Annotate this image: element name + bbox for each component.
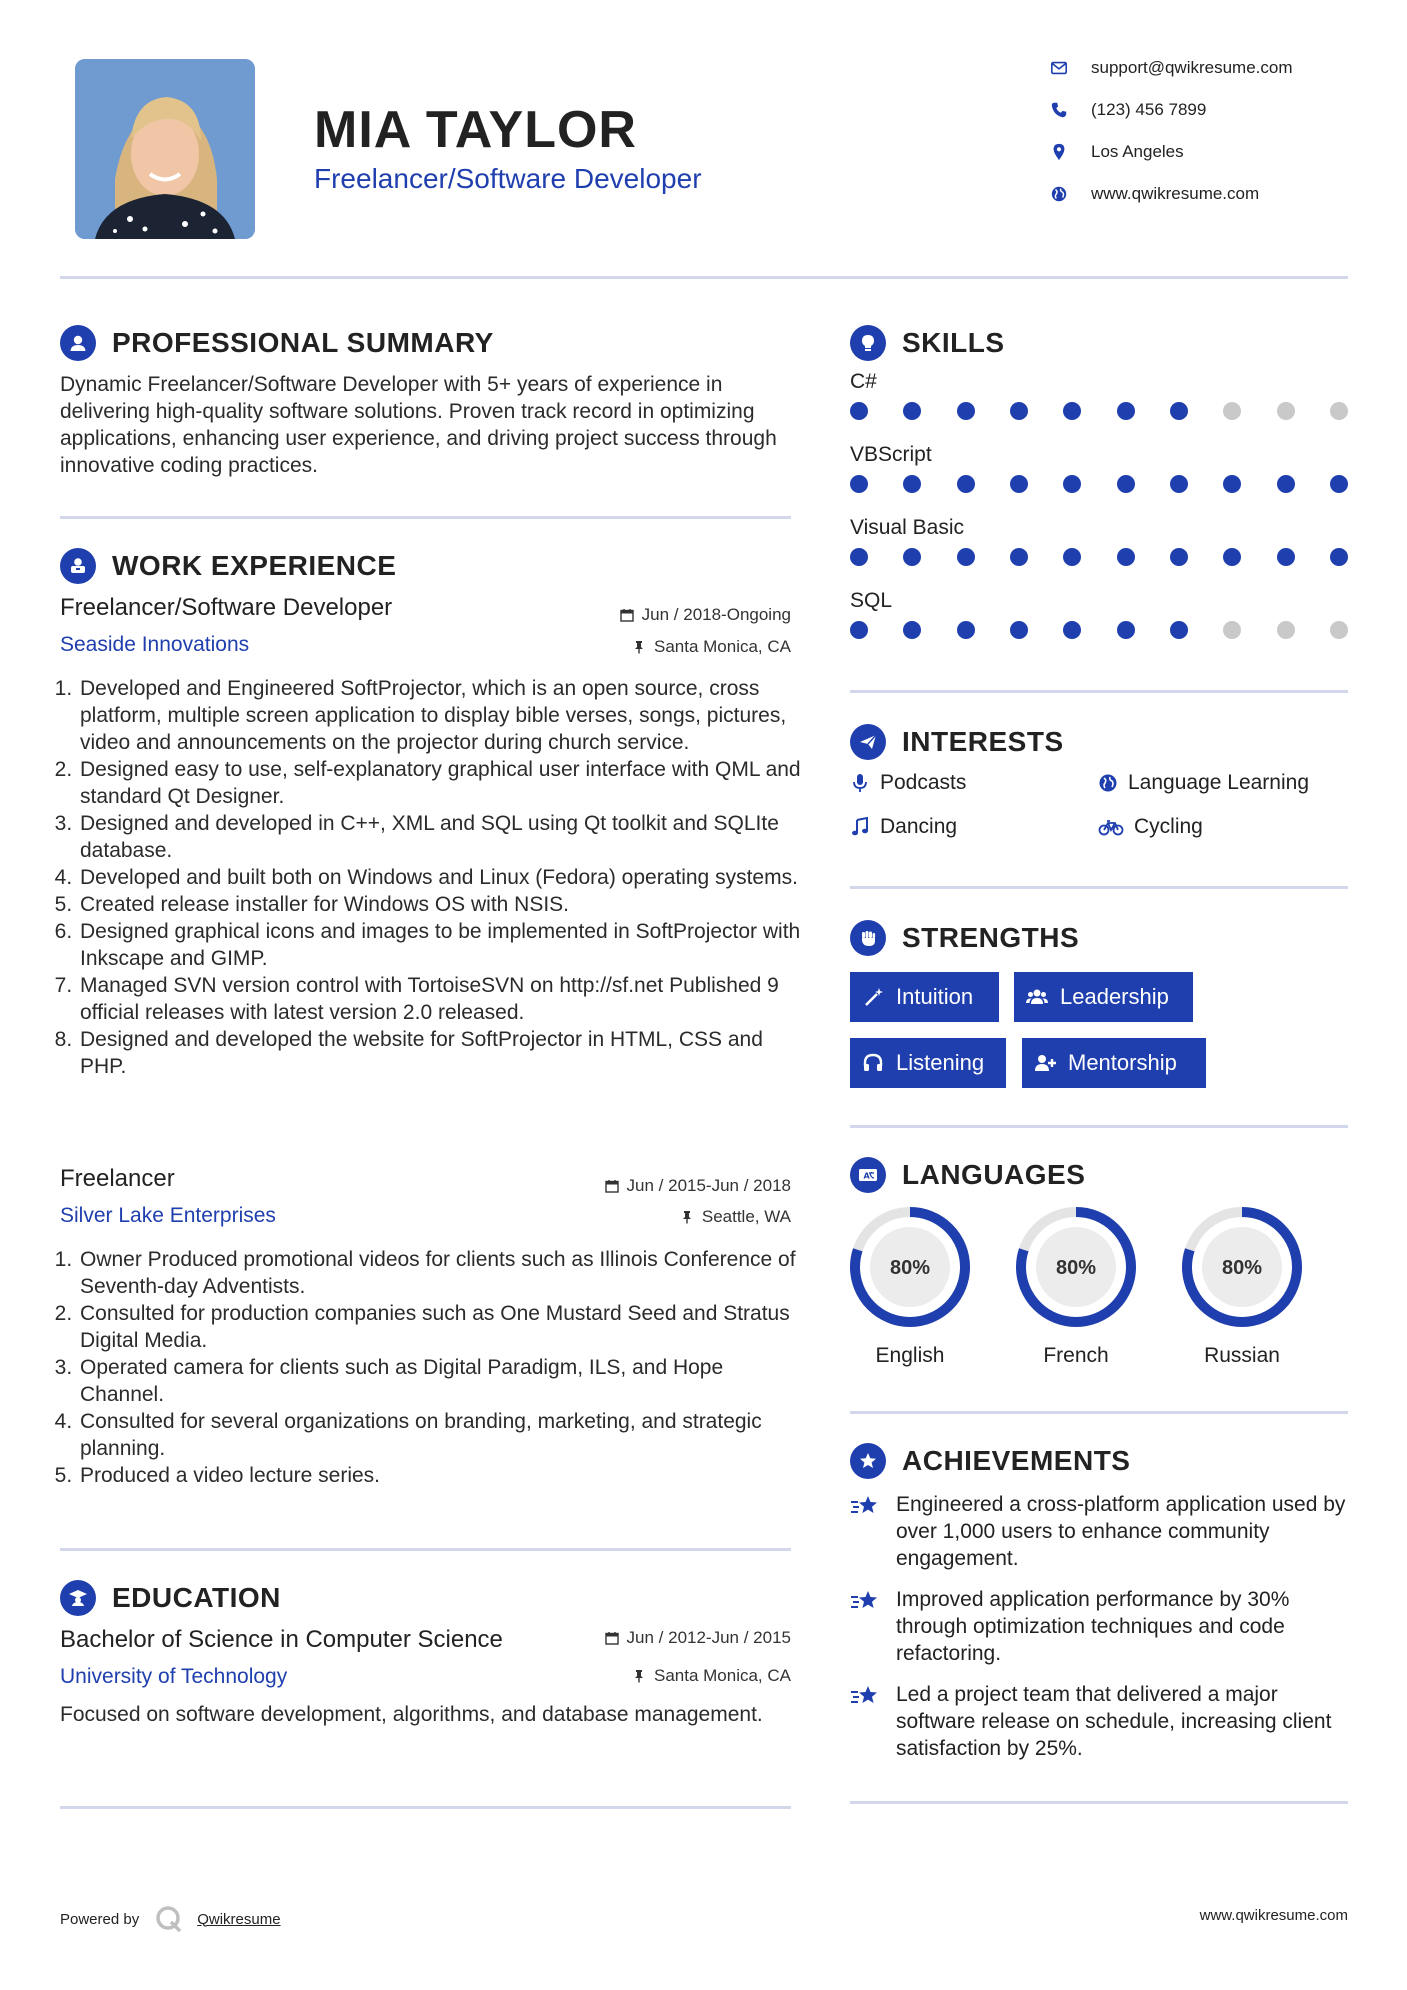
achievements-heading-text: ACHIEVEMENTS — [902, 1445, 1131, 1476]
pin-icon — [632, 640, 646, 654]
brand-link[interactable]: Qwikresume — [197, 1910, 281, 1928]
job-location — [480, 1207, 791, 1227]
shooting-star-icon — [850, 1493, 882, 1519]
list-item: 7. Managed SVN version control with TortoiseSVN on http://sf.net Published 9 official releases with latest version 2.0 released. — [78, 972, 813, 1026]
languages-divider — [850, 1411, 1348, 1414]
skill-dot-filled — [903, 402, 921, 420]
job-duties — [60, 675, 813, 1080]
skill-dot-filled — [1223, 548, 1241, 566]
job-location-text: Santa Monica, CA — [653, 637, 791, 656]
footer-powered-by — [60, 1904, 281, 1934]
achievements-heading — [850, 1443, 1130, 1479]
strength-tag — [1014, 972, 1193, 1022]
magic-wand-icon — [862, 986, 884, 1008]
interest-label: Cycling — [1134, 815, 1203, 838]
skill-dot-empty — [1277, 402, 1295, 420]
language-item — [1180, 1205, 1304, 1368]
skill-dot-empty — [1330, 621, 1348, 639]
language-item — [1014, 1205, 1138, 1368]
calendar-icon — [620, 608, 634, 622]
skill-dot-empty — [1330, 402, 1348, 420]
education-date — [480, 1628, 791, 1648]
skill-dot-empty — [1223, 402, 1241, 420]
language-percent: 80% — [1055, 1257, 1097, 1279]
globe-icon — [1050, 185, 1068, 203]
skill-dot-filled — [957, 402, 975, 420]
skill-name: VBScript — [850, 443, 932, 466]
contact-phone[interactable] — [1050, 100, 1206, 120]
contact-website-text: www.qwikresume.com — [1091, 184, 1260, 203]
degree-title: Bachelor of Science in Computer Science — [60, 1626, 503, 1653]
skill-dot-filled — [1117, 402, 1135, 420]
skill-dot-filled — [1063, 402, 1081, 420]
svg-text:A: A — [863, 1171, 871, 1181]
education-heading — [60, 1580, 281, 1616]
education-text: Focused on software development, algorithms, and database management. — [60, 1703, 763, 1726]
strength-tag — [1022, 1038, 1206, 1088]
skill-dot-filled — [903, 475, 921, 493]
job-title: Freelancer/Software Developer — [60, 594, 393, 621]
microphone-icon — [850, 773, 870, 793]
interests-heading — [850, 724, 1064, 760]
education-divider — [60, 1806, 791, 1809]
job-duties — [60, 1246, 813, 1489]
skill-dot-filled — [1010, 402, 1028, 420]
list-item: 1. Owner Produced promotional videos for clients such as Illinois Conference of Seventh-day Adventists. — [78, 1246, 813, 1300]
skill-name: Visual Basic — [850, 516, 965, 539]
achievement-item — [850, 1491, 1350, 1572]
languages-heading — [850, 1157, 1085, 1193]
job-date — [480, 1176, 791, 1196]
language-name: English — [875, 1344, 945, 1367]
skill-dot-filled — [850, 402, 868, 420]
paper-plane-icon — [850, 724, 886, 760]
profile-photo — [75, 59, 255, 239]
skill-dot-filled — [850, 475, 868, 493]
skill-rating — [850, 548, 1348, 566]
education-location — [480, 1666, 791, 1686]
contact-phone-text: (123) 456 7899 — [1091, 100, 1207, 119]
education-location-text: Santa Monica, CA — [653, 1666, 791, 1685]
job-date — [480, 605, 791, 625]
contact-email-text: support@qwikresume.com — [1091, 58, 1293, 77]
interest-label: Language Learning — [1128, 771, 1310, 794]
interest-label: Dancing — [880, 815, 958, 838]
school-name: University of Technology — [60, 1665, 288, 1688]
skill-dot-filled — [957, 548, 975, 566]
summary-divider — [60, 516, 791, 519]
skill-dot-filled — [1170, 475, 1188, 493]
skill-dot-filled — [850, 621, 868, 639]
strengths-divider — [850, 1125, 1348, 1128]
skill-dot-filled — [903, 621, 921, 639]
language-icon — [850, 1157, 886, 1193]
strength-label: Leadership — [1060, 984, 1169, 1009]
skill-rating — [850, 402, 1348, 420]
job-date-text: Jun / 2018-Ongoing — [641, 605, 791, 624]
powered-by-text: Powered by — [60, 1910, 140, 1928]
list-item: 3. Operated camera for clients such as Digital Paradigm, ILS, and Hope Channel. — [78, 1354, 813, 1408]
skills-divider — [850, 690, 1348, 693]
skill-dot-empty — [1277, 621, 1295, 639]
language-item — [848, 1205, 972, 1368]
achievement-item — [850, 1586, 1350, 1667]
strength-tag — [850, 1038, 1006, 1088]
job-company: Silver Lake Enterprises — [60, 1204, 276, 1227]
education-date-text: Jun / 2012-Jun / 2015 — [626, 1628, 791, 1647]
achievement-item — [850, 1681, 1350, 1762]
skill-dot-filled — [1063, 548, 1081, 566]
skill-dot-filled — [1063, 621, 1081, 639]
job-date-text: Jun / 2015-Jun / 2018 — [626, 1176, 791, 1195]
skill-dot-empty — [1223, 621, 1241, 639]
skill-dot-filled — [1010, 475, 1028, 493]
language-name: French — [1043, 1344, 1109, 1367]
skill-dot-filled — [1117, 475, 1135, 493]
skill-dot-filled — [903, 548, 921, 566]
skill-dot-filled — [1223, 475, 1241, 493]
skills-heading — [850, 325, 1005, 361]
strength-tag — [850, 972, 999, 1022]
candidate-name: MIA TAYLOR — [314, 101, 637, 159]
interest-item — [850, 815, 957, 839]
skill-dot-filled — [1170, 548, 1188, 566]
map-pin-icon — [1050, 143, 1068, 161]
interest-item — [850, 771, 966, 795]
job-company: Seaside Innovations — [60, 633, 250, 656]
languages-heading-text: LANGUAGES — [902, 1159, 1086, 1190]
skill-dot-filled — [1063, 475, 1081, 493]
skill-dot-filled — [1117, 548, 1135, 566]
calendar-icon — [605, 1179, 619, 1193]
skill-dot-filled — [1330, 548, 1348, 566]
graduation-icon — [60, 1580, 96, 1616]
headphones-icon — [862, 1052, 884, 1074]
language-progress-ring — [1180, 1205, 1304, 1329]
skill-dot-filled — [1170, 402, 1188, 420]
lightbulb-icon — [850, 325, 886, 361]
contact-location — [1050, 142, 1184, 162]
strengths-heading-text: STRENGTHS — [902, 922, 1080, 953]
interests-divider — [850, 886, 1348, 889]
achievement-text: Engineered a cross-platform application used by over 1,000 users to enhance community engagement. — [896, 1493, 1346, 1570]
contact-website[interactable] — [1050, 184, 1259, 204]
list-item: 2. Designed easy to use, self-explanatory graphical user interface with QML and standard Qt Designer. — [78, 756, 813, 810]
language-percent: 80% — [1221, 1257, 1263, 1279]
skill-dot-filled — [1117, 621, 1135, 639]
skill-dot-filled — [1010, 621, 1028, 639]
list-item: 5. Created release installer for Windows OS with NSIS. — [78, 891, 813, 918]
pin-icon — [680, 1210, 694, 1224]
skill-name: C# — [850, 370, 877, 393]
skill-dot-filled — [957, 475, 975, 493]
interest-label: Podcasts — [880, 771, 967, 794]
skill-dot-filled — [957, 621, 975, 639]
interest-item — [1098, 771, 1309, 795]
qwikresume-logo-icon — [153, 1904, 183, 1934]
pin-icon — [632, 1669, 646, 1683]
list-item: 8. Designed and developed the website for SoftProjector in HTML, CSS and PHP. — [78, 1026, 813, 1080]
footer-url[interactable]: www.qwikresume.com — [1199, 1907, 1348, 1924]
skill-row — [850, 516, 1350, 589]
summary-text: Dynamic Freelancer/Software Developer with 5+ years of experience in delivering high-quality software solutions. Proven track record in optimizing applications, enhancing user experience, and driving project success through innovative coding practices. — [60, 373, 777, 477]
skill-dot-filled — [1277, 475, 1295, 493]
list-item: 1. Developed and Engineered SoftProjector, which is an open source, cross platform, multiple screen application to display bible verses, songs, pictures, video and announcements on the projector during church service. — [78, 675, 813, 756]
skill-rating — [850, 621, 1348, 639]
skill-dot-filled — [1330, 475, 1348, 493]
language-progress-ring — [1014, 1205, 1138, 1329]
experience-divider — [60, 1548, 791, 1551]
list-item: 4. Consulted for several organizations on branding, marketing, and strategic planning. — [78, 1408, 813, 1462]
phone-icon — [1050, 101, 1068, 119]
music-note-icon — [850, 817, 870, 837]
skill-name: SQL — [850, 589, 893, 612]
strengths-heading — [850, 920, 1079, 956]
header-divider — [60, 276, 1348, 279]
briefcase-icon — [60, 548, 96, 584]
achievement-text: Improved application performance by 30% through optimization techniques and code refactoring. — [896, 1588, 1290, 1665]
bicycle-icon — [1098, 817, 1124, 837]
contact-email[interactable] — [1050, 58, 1293, 78]
skill-dot-filled — [1010, 548, 1028, 566]
fist-icon — [850, 920, 886, 956]
skill-row — [850, 370, 1350, 443]
job-location-text: Seattle, WA — [701, 1207, 791, 1226]
list-item: 5. Produced a video lecture series. — [78, 1462, 813, 1489]
contact-location-text: Los Angeles — [1091, 142, 1184, 161]
experience-heading-text: WORK EXPERIENCE — [112, 550, 397, 581]
language-name: Russian — [1204, 1344, 1280, 1367]
shooting-star-icon — [850, 1683, 882, 1709]
interests-heading-text: INTERESTS — [902, 726, 1064, 757]
skills-list — [850, 370, 1350, 662]
users-icon — [1026, 986, 1048, 1008]
skill-row — [850, 589, 1350, 662]
candidate-title: Freelancer/Software Developer — [314, 163, 702, 194]
summary-heading — [60, 325, 494, 361]
skill-dot-filled — [850, 548, 868, 566]
strength-label: Listening — [896, 1050, 985, 1075]
skill-dot-filled — [1170, 621, 1188, 639]
experience-heading — [60, 548, 396, 584]
shooting-star-icon — [850, 1588, 882, 1614]
calendar-icon — [605, 1631, 619, 1645]
education-heading-text: EDUCATION — [112, 1582, 281, 1613]
star-badge-icon — [850, 1443, 886, 1479]
user-icon — [60, 325, 96, 361]
user-plus-icon — [1034, 1052, 1056, 1074]
skill-rating — [850, 475, 1348, 493]
skill-dot-filled — [1277, 548, 1295, 566]
list-item: 6. Designed graphical icons and images to be implemented in SoftProjector with Inkscape and GIMP. — [78, 918, 813, 972]
job-title: Freelancer — [60, 1165, 175, 1192]
achievements-divider — [850, 1801, 1348, 1804]
strength-label: Intuition — [896, 984, 974, 1009]
interest-item — [1098, 815, 1203, 839]
summary-heading-text: PROFESSIONAL SUMMARY — [112, 327, 494, 358]
job-location — [480, 637, 791, 657]
globe-icon — [1098, 773, 1118, 793]
list-item: 2. Consulted for production companies such as One Mustard Seed and Stratus Digital Media. — [78, 1300, 813, 1354]
skills-heading-text: SKILLS — [902, 327, 1005, 358]
achievement-text: Led a project team that delivered a major software release on schedule, increasing client satisfaction by 25%. — [896, 1683, 1332, 1760]
skill-row — [850, 443, 1350, 516]
envelope-icon — [1050, 59, 1068, 77]
list-item: 3. Designed and developed in C++, XML and SQL using Qt toolkit and SQLIte database. — [78, 810, 813, 864]
strength-label: Mentorship — [1068, 1050, 1177, 1075]
list-item: 4. Developed and built both on Windows and Linux (Fedora) operating systems. — [78, 864, 813, 891]
language-progress-ring — [848, 1205, 972, 1329]
language-percent: 80% — [889, 1257, 931, 1279]
